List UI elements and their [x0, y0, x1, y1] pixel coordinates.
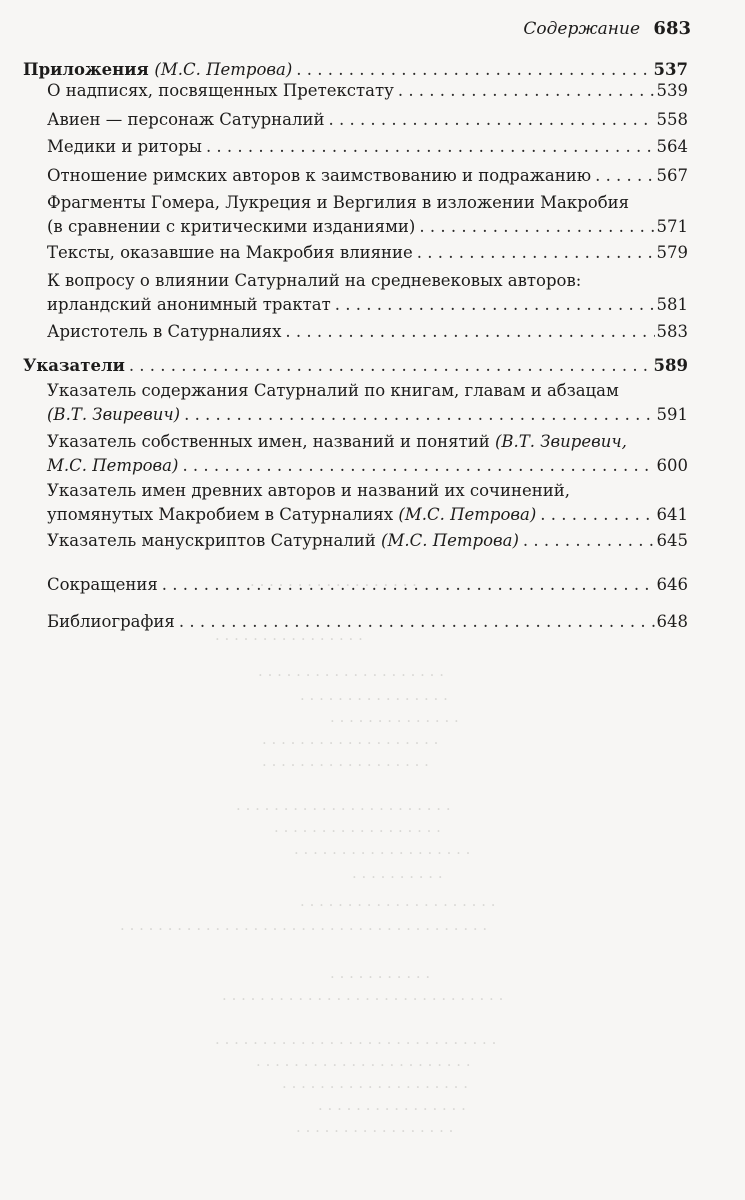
toc-item-text: О надписях, посвященных Претекстату — [47, 81, 394, 100]
toc-item-page: 646 — [656, 575, 688, 594]
toc-item — [47, 164, 688, 188]
toc-item-two-line — [47, 269, 688, 317]
toc-item-page: 583 — [656, 322, 688, 341]
toc-item-text-line2: упомянутых Макробием в Сатурналиях — [47, 505, 394, 524]
leader-dots — [595, 164, 654, 188]
toc-item-page: 579 — [656, 243, 688, 262]
leader-dots — [184, 403, 654, 427]
leader-dots — [523, 529, 655, 553]
toc-item-text: Медики и риторы — [47, 137, 202, 156]
toc-item-page: 581 — [656, 295, 688, 314]
leader-dots — [182, 454, 654, 478]
leader-dots — [179, 610, 655, 634]
leader-dots — [285, 320, 654, 344]
toc-item — [47, 573, 688, 597]
leader-dots — [419, 215, 654, 239]
toc-item-page: 564 — [656, 137, 688, 156]
reverse-side-show-through: . . . . . . . . . . . . . . . . . . . . . . . . . . . . . . . . . . . . . . . . . . . . . . . . . . . . . . . . . . . . . . . . . . . . . . . . . . . . . . . . . . . . . . . . . . . . . . . . . . . . . . . . . . . . . . . . . . . . . . . . . . . . . . . . . . . . . . . . . . . . . . . . . . . . . . . . . . . . . . . . . . . . . . . . . . . . . . . . . . . . . . . . . . . . . . . . . . . . . . . . . . . . . . . . . . . . . . . . . . . . . . . . . . . . . . . . . . . . . . . . . . . . . . . . . . . . . . . . . . . . . . . . . . . . . . . . . . . . . . . . . . . . . . . . . . . . . . . . . . . . . . . . . . . . . . . . . . . . . . . . . . . . . . . . . . . . . . . . . . . . . . . . . . . . . . . . . . . . . . . . . . . . . . . . . . . . . . . . . . . . . . . . . . . . . . . . . . . . . . — [120, 572, 504, 1136]
toc-item-two-line — [47, 479, 688, 527]
leader-dots — [206, 135, 655, 159]
leader-dots — [417, 241, 655, 265]
section-title: Указатели — [23, 356, 125, 375]
leader-dots — [398, 79, 655, 103]
toc-item-text: Авиен — персонаж Сатурналий — [47, 110, 325, 129]
running-head — [523, 18, 691, 39]
toc-item-two-line — [47, 379, 688, 427]
toc-item-text: Аристотель в Сатурналиях — [47, 322, 282, 341]
toc-item-text-line2: (в сравнении с критическими изданиями) — [47, 217, 416, 236]
toc-item-author: (В.Т. Звиревич, — [494, 432, 627, 451]
toc-item — [47, 79, 688, 103]
toc-item — [47, 320, 688, 344]
toc-item-page: 567 — [656, 166, 688, 185]
leader-dots — [162, 573, 655, 597]
toc-item-text: Сокращения — [47, 575, 158, 594]
toc-item-text-line1: К вопросу о влиянии Сатурналий на средневековых авторов: — [47, 271, 582, 290]
toc-item-author: (М.С. Петрова) — [381, 531, 519, 550]
toc-item-two-line — [47, 191, 688, 239]
toc-item-text-line1: Фрагменты Гомера, Лукреция и Вергилия в изложении Макробия — [47, 193, 630, 212]
leader-dots — [129, 354, 652, 378]
toc-item-author-line2: М.С. Петрова) — [47, 456, 179, 475]
leader-dots — [540, 503, 654, 527]
toc-item-text-line2: ирландский анонимный трактат — [47, 295, 331, 314]
toc-item-page: 600 — [656, 456, 688, 475]
toc-item-text: Отношение римских авторов к заимствованию и подражанию — [47, 166, 592, 185]
toc-item — [47, 135, 688, 159]
toc-item-page: 648 — [656, 612, 688, 631]
toc-section-indexes — [23, 354, 688, 378]
toc-item — [47, 108, 688, 132]
toc-item-page: 571 — [656, 217, 688, 236]
page-number: 683 — [653, 18, 691, 39]
running-head-label: Содержание — [523, 19, 641, 39]
section-title: Приложения — [23, 60, 149, 79]
section-author: (М.С. Петрова) — [154, 60, 293, 79]
section-page: 589 — [653, 356, 688, 375]
toc-item — [47, 241, 688, 265]
toc-item-text-line1: Указатель собственных имен, названий и понятий — [47, 432, 490, 451]
toc-item-page: 641 — [656, 505, 688, 524]
toc-item-page: 539 — [656, 81, 688, 100]
toc-item-page: 558 — [656, 110, 688, 129]
toc-item-text: Тексты, оказавшие на Макробия влияние — [47, 243, 413, 262]
toc-item — [47, 610, 688, 634]
toc-item-author: (М.С. Петрова) — [398, 505, 537, 524]
leader-dots — [335, 293, 655, 317]
toc-item-two-line — [47, 430, 688, 478]
toc-item-page: 645 — [656, 531, 688, 550]
toc-item-text-line1: Указатель имен древних авторов и названий их сочинений, — [47, 481, 570, 500]
section-page: 537 — [653, 60, 688, 79]
toc-item-text: Указатель манускриптов Сатурналий — [47, 531, 376, 550]
toc-item-page: 591 — [656, 405, 688, 424]
toc-item — [47, 529, 688, 553]
toc-item-text-line1: Указатель содержания Сатурналий по книгам, главам и абзацам — [47, 381, 619, 400]
toc-item-text: Библиография — [47, 612, 175, 631]
leader-dots — [328, 108, 654, 132]
toc-item-author: (В.Т. Звиревич) — [47, 405, 181, 424]
